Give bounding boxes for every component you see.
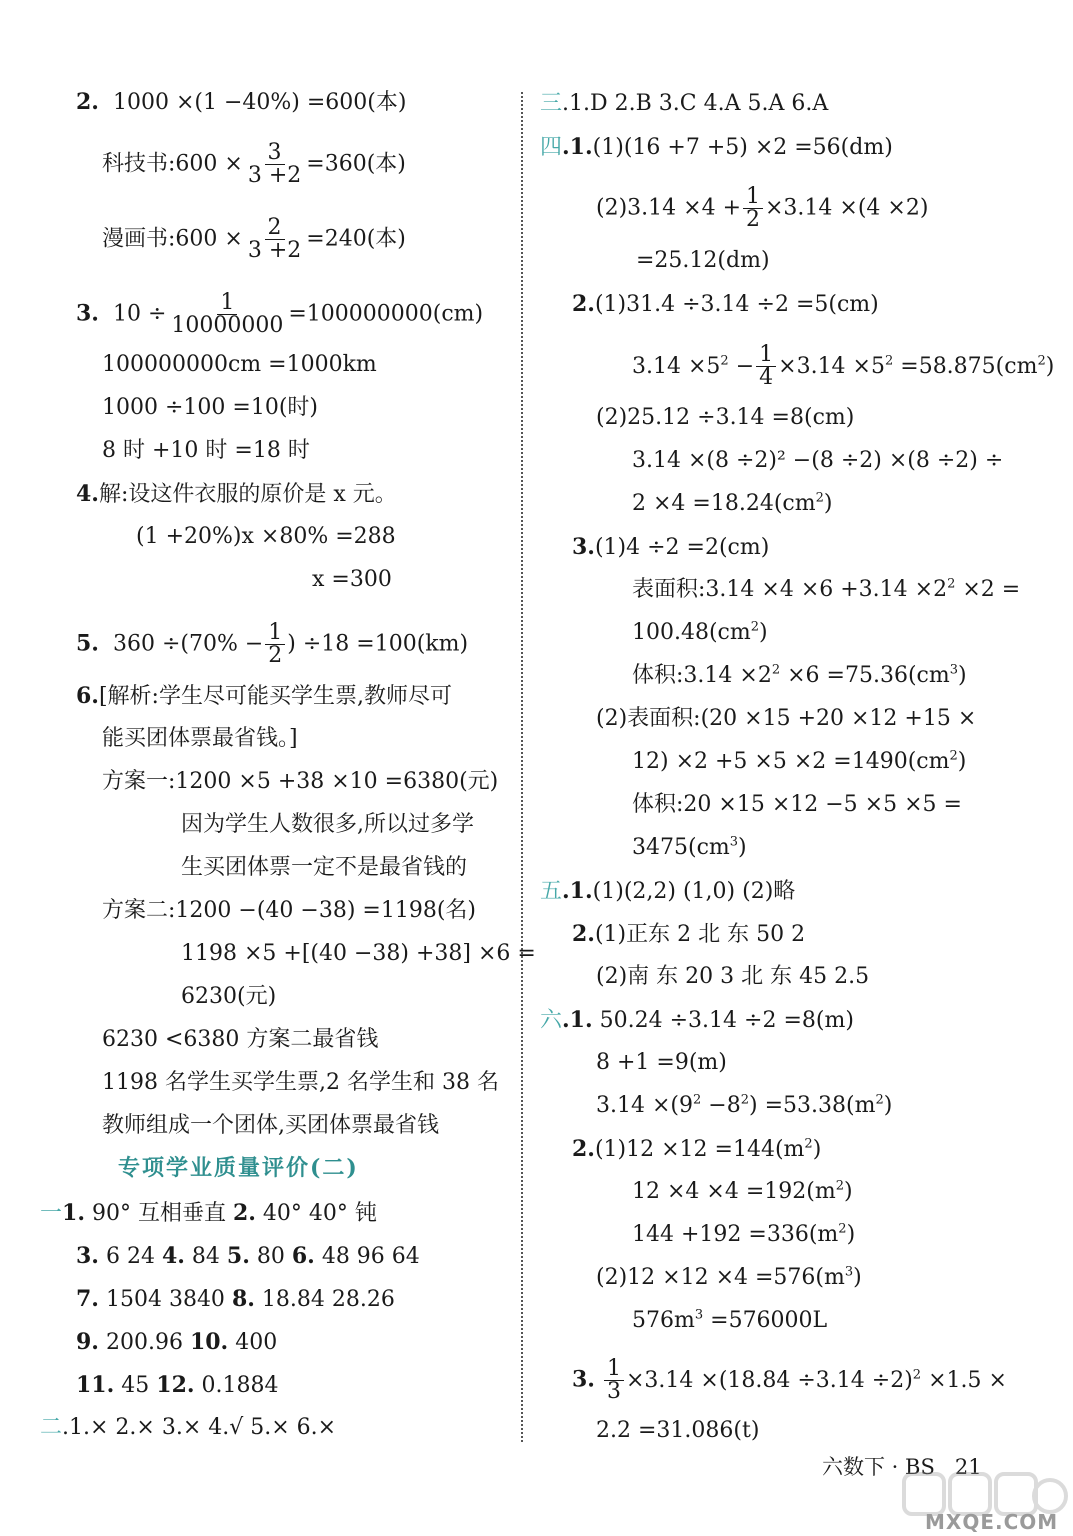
step: (2)25.12 ÷3.14 =8(cm) [596,405,855,430]
q6-step: 1198 ×5 +[(40 −38) +38] ×6 = [181,941,536,966]
part5-q1: 五.1.(1)(2,2) (1,0) (2)略 [540,878,796,904]
part4-q2-2: $3.14 \times 5^2$ − $\frac{1}{4}$ $\times 3.14 \times 5^2 =58.875(cm^2)$ [632,342,1055,390]
step: $12 \times 4 \times 4 =192(m^2)$ [632,1178,853,1204]
step: $100.48(cm^2)$ [632,619,768,645]
question-number: 2. [76,89,99,115]
q5-line: 5. 360 ÷(70% − $\frac{1}{2}$ ) ÷18 =100(km) [76,620,469,668]
q6-step: 方案一:1200 ×5 +38 ×10 =6380(元) [102,769,499,794]
part1-row: 3. 6 24 4. 84 5. 80 6. 48 96 64 [76,1243,420,1269]
step: $144 +192 =336(m^2)$ [632,1221,856,1247]
step: $3475(cm^3)$ [632,834,747,860]
part4-q2: 2.(1)31.4 ÷3.14 ÷2 =5(cm) [572,291,879,317]
fraction: $\frac{1}{2}$ [743,186,763,231]
part1-row: 一1. 90° 互相垂直 2. 40° 40° 钝 [40,1200,377,1226]
part1-row: 9. 200.96 10. 400 [76,1329,278,1355]
step: $12) \times 2 +5 \times 5 \times 2 =1490(cm^2)$ [632,748,967,774]
fraction: $\frac{1}{10000000}$ [171,290,284,338]
step: 8 +1 =9(m) [596,1050,727,1075]
part6-q1: 六.1. 50.24 ÷3.14 ÷2 =8(m) [540,1007,854,1033]
step: $3.14 \times(9^2 -8^2) =53.38(m^2)$ [596,1092,893,1118]
step: 3.14 ×(8 ÷2)² −(8 ÷2) ×(8 ÷2) ÷ [632,448,1004,473]
part4-q1-2: (2)3.14 ×4 + $\frac{1}{2}$ ×3.14 ×(4 ×2) [596,184,929,232]
step: $2 \times 4 =18.24(cm^2)$ [632,490,833,516]
step: 体积:3.14 $\times 2^2 \times 6 =75.36(cm^3)$ [632,662,967,688]
step: 体积:20 ×15 ×12 −5 ×5 ×5 = [632,792,962,817]
part6-q2: $2.(1)12 \times 12 =144(m^2)$ [572,1136,822,1162]
fraction: $\frac{1}{2}$ [265,622,285,667]
fraction: $\frac{1}{4}$ [756,344,776,389]
part5-q2: 2.(1)正东 2 北 东 50 2 [572,921,806,947]
q2-science-books: 科技书:600 × $\frac{3}{3 +2}$ =360(本) [102,140,406,188]
step: (2)表面积:(20 ×15 +20 ×12 +15 × [596,706,977,731]
fraction: $\frac{3}{3 +2}$ [247,140,302,188]
q6-line: 6.[解析:学生尽可能买学生票,教师尽可 [76,683,452,709]
q6-step: 方案二:1200 −(40 −38) =1198(名) [102,898,476,923]
part3-row: 三.1.D 2.B 3.C 4.A 5.A 6.A [540,91,829,116]
q4-step: x =300 [312,567,392,592]
q6-step: 6230 <6380 方案二最省钱 [102,1027,379,1052]
step: =25.12(dm) [636,248,770,273]
expression: 1000 ×(1 −40%) =600(本) [112,90,407,115]
q3-step: 8 时 +10 时 =18 时 [102,438,310,463]
part6-q3: 3. $\frac{1}{3}$ $\times 3.14 \times(18.84 \div 3.14 \div 2)^2 \times 1.5$ × [572,1356,1007,1404]
q2-comic-books: 漫画书:600 × $\frac{2}{3 +2}$ =240(本) [102,215,406,263]
part1-row: 11. 45 12. 0.1884 [76,1372,279,1398]
part2-row: 二.1.× 2.× 3.× 4.√ 5.× 6.× [40,1415,337,1440]
step: $(2)12 \times 12 \times 4 =576(m^3)$ [596,1264,862,1290]
q3-line: 3. 10 ÷ $\frac{1}{10000000}$ =100000000(cm) [76,290,484,338]
q6-step: 能买团体票最省钱。] [102,726,298,751]
column-divider [521,92,523,1442]
fraction: $\frac{2}{3 +2}$ [247,215,302,263]
book-label: 六数下 · BS [822,1455,935,1479]
fraction: $\frac{1}{3}$ [604,1358,624,1403]
step: 2.2 =31.086(t) [596,1418,760,1443]
q3-step: 100000000cm =1000km [102,352,377,377]
q6-step: 生买团体票一定不是最省钱的 [181,855,468,880]
q4-step: (1 +20%)x ×80% =288 [136,524,396,549]
q6-step: 因为学生人数很多,所以过多学 [181,812,474,837]
q6-step: 1198 名学生买学生票,2 名学生和 38 名 [102,1070,499,1095]
q4-line: 4.解:设这件衣服的原价是 x 元。 [76,481,397,507]
step: (2)南 东 20 3 北 东 45 2.5 [596,964,870,989]
part4-q3: 3.(1)4 ÷2 =2(cm) [572,534,770,560]
part4-q1: 四.1.(1)(16 +7 +5) ×2 =56(dm) [540,134,893,160]
step: $576m^3 =576000L$ [632,1307,828,1333]
page-number: 21 [954,1455,982,1479]
section-title: 专项学业质量评价(二) [118,1155,359,1181]
part1-row: 7. 1504 3840 8. 18.84 28.26 [76,1286,395,1312]
q6-step: 6230(元) [181,984,277,1009]
step: 表面积:3.14 $\times 4 \times 6 +3.14 \times 2^2 \times 2$ = [632,576,1021,602]
q2-line [76,87,406,118]
q6-step: 教师组成一个团体,买团体票最省钱 [102,1113,439,1138]
q3-step: 1000 ÷100 =10(时) [102,395,318,420]
watermark-text: MXQE.COM [925,1510,1059,1534]
